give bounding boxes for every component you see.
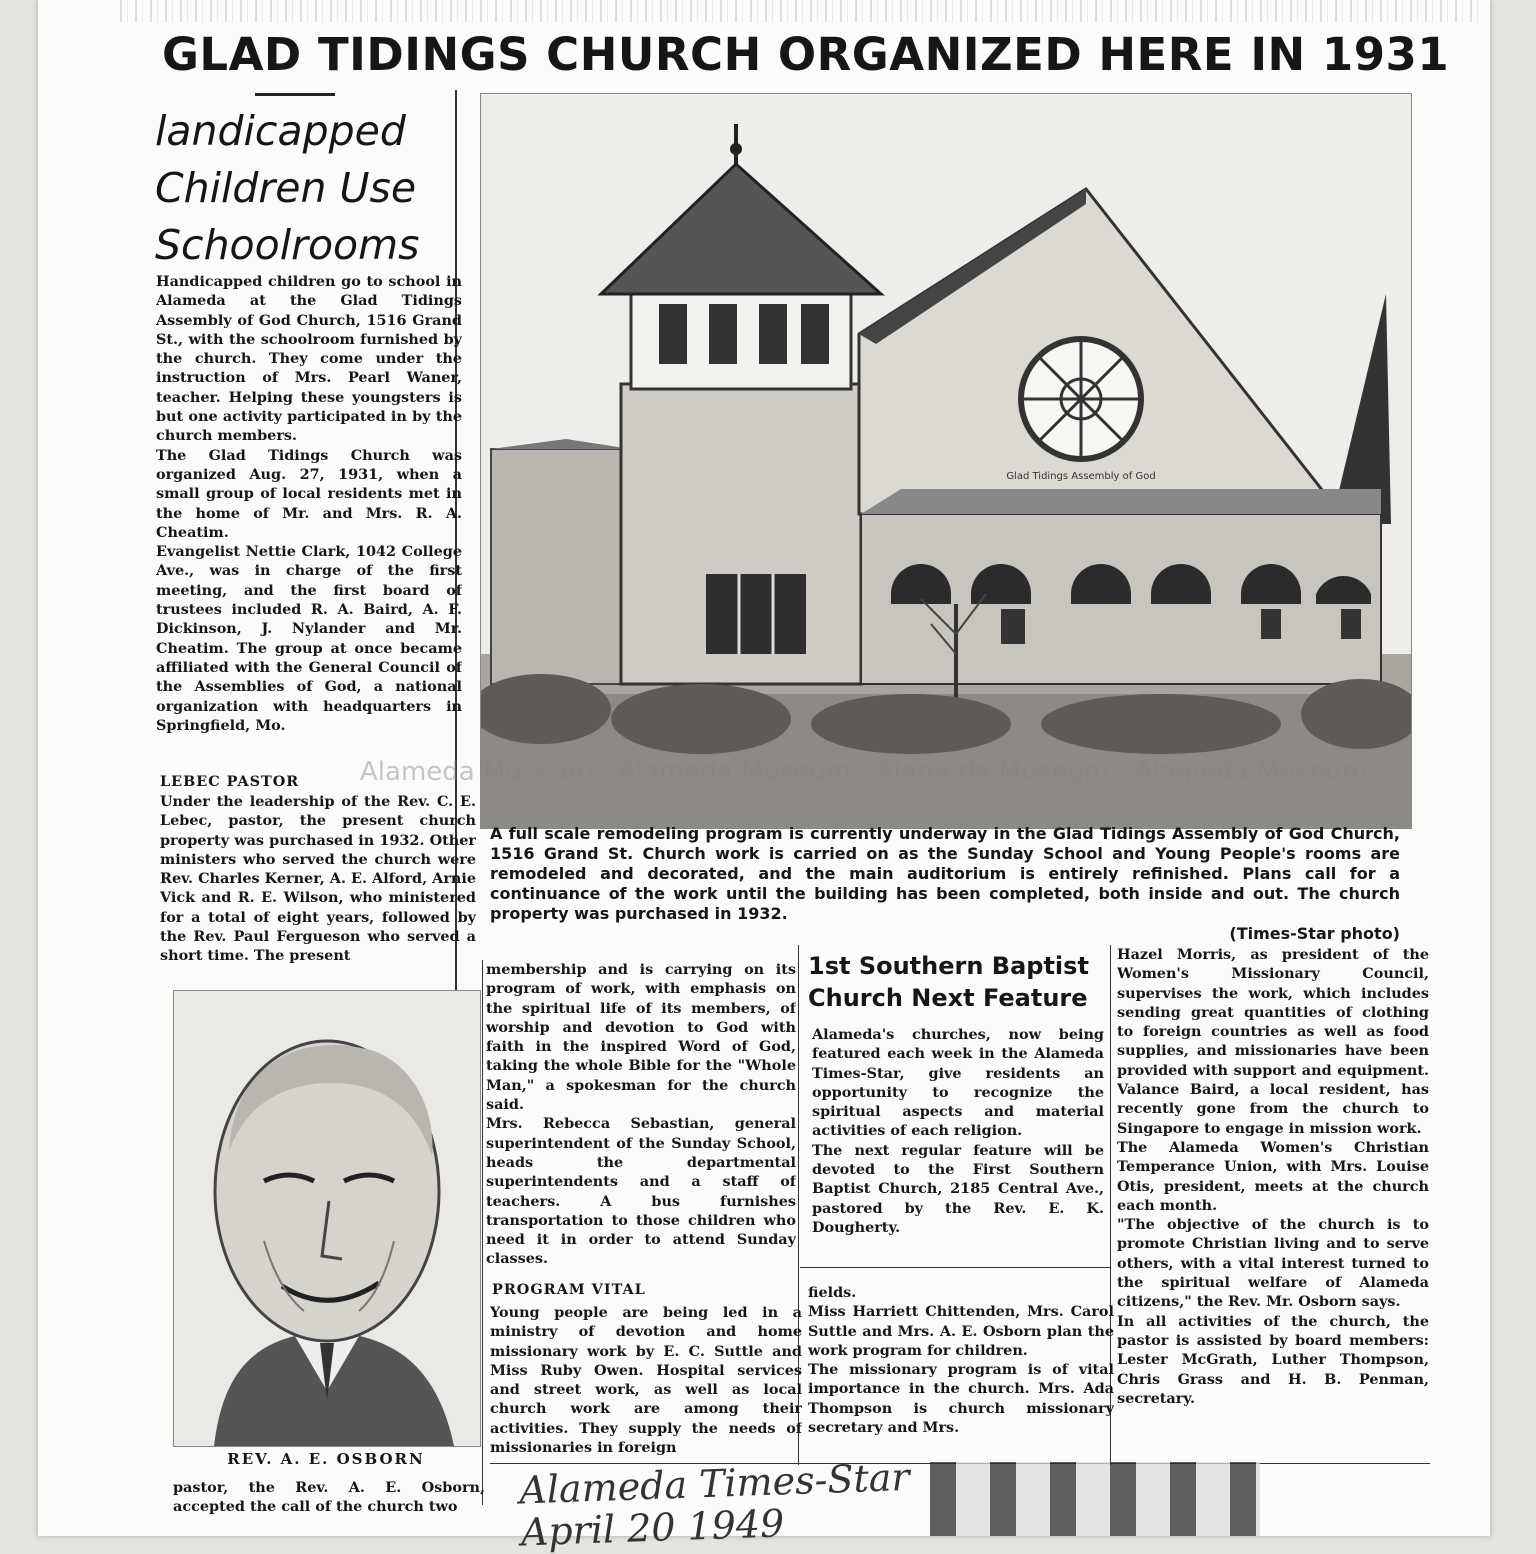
feature-box-headline-line-2: Church Next Feature — [808, 984, 1088, 1012]
museum-watermark: Alameda Museum · Alameda Museum · Alameda Museum · Alameda Museum — [360, 757, 1368, 787]
church-sign-text: Glad Tidings Assembly of God — [1006, 471, 1156, 482]
sidebar-headline-line-3: Schoolrooms — [155, 221, 420, 269]
sidebar-headline-line-2: Children Use — [155, 164, 417, 212]
sidebar-headline-line-1: landicapped — [155, 107, 406, 155]
headline-rule — [255, 93, 335, 96]
middle-column-body: membership and is carrying on its program of work, with emphasis on the spiritual life of its members, of worship and devotion to God with faith in the inspired Word of God, taking the whole Bible for the "Whole Man," a spokesman for the church said. Mrs. Rebecca Sebastian, general superintendent of the Sunday School, heads the departmental superintendents and a staff of teachers. A bus furnishes transportation to those children who need it in order to attend Sunday classes. — [486, 961, 796, 1268]
church-illustration — [481, 94, 1411, 828]
photo-caption-text: A full scale remodeling program is currently underway in the Glad Tidings Assembly of God Church, 1516 Grand St. Church work is carried on as the Sunday School and Young People's rooms are remodeled and decorated, and the main auditorium is entirely refinished. Plans call for a continuance of the work until the building has been completed, both inside and out. The church property was purchased in 1932. — [490, 824, 1400, 923]
column-rule-2 — [482, 960, 483, 1505]
photo-caption — [490, 824, 1400, 944]
feature-box-headline — [808, 950, 1108, 1014]
middle-column-body-continued: Young people are being led in a ministry of devotion and home missionary work by E. C. Suttle and Miss Ruby Owen. Hospital services and street work, as well as local church work are among their activities. They supply the needs of missionaries in foreign — [490, 1304, 802, 1457]
cropped-photo-strip — [930, 1462, 1260, 1536]
sidebar-body: Handicapped children go to school in Alameda at the Glad Tidings Assembly of God Church, 1516 Grand St., with the schoolroom furnished by the church. They come under the instruction of Mrs. Pearl Waner, teacher. Helping these youngsters is but one activity participated in by the church members. The Glad Tidings Church was organized Aug. 27, 1931, when a small group of local residents met in the home of Mr. and Mrs. R. A. Cheatim. Evangelist Nettie Clark, 1042 College Ave., was in charge of the first meeting, and the first board of trustees included R. A. Baird, A. F. Dickinson, J. Nylander and Mr. Cheatim. The group at once became affiliated with the General Council of the Assemblies of God, a national organization with headquarters in Springfield, Mo. — [156, 273, 462, 734]
photo-credit: (Times-Star photo) — [1229, 924, 1400, 943]
sidebar-body-end: pastor, the Rev. A. E. Osborn, accepted the call of the church two — [173, 1479, 485, 1516]
portrait-illustration — [174, 991, 480, 1446]
portrait-caption: REV. A. E. OSBORN — [227, 1450, 425, 1468]
feature-box-bottom-rule — [800, 1267, 1110, 1268]
handwritten-note — [519, 1455, 952, 1554]
subhead-program-vital: PROGRAM VITAL — [492, 1281, 646, 1298]
handwritten-line-2: April 20 1949 — [520, 1501, 785, 1554]
church-photo — [480, 93, 1412, 829]
right-column-body: Hazel Morris, as president of the Women's Missionary Council, supervises the work, which includes sending great quantities of clothing to foreign countries as well as food supplies, and missionaries have been provided with support and equipment. Valance Baird, a local resident, has recently gone from the church to Singapore to engage in mission work. The Alameda Women's Christian Temperance Union, with Mrs. Louise Otis, president, meets at the church each month. "The objective of the church is to promote Christian living and to serve others, with a vital interest turned to the spiritual welfare of Alameda citizens," the Rev. Mr. Osborn says. In all activities of the church, the pastor is assisted by board members: Lester McGrath, Luther Thompson, Chris Grass and H. B. Penman, secretary. — [1117, 946, 1429, 1407]
subhead-lebec-pastor: LEBEC PASTOR — [160, 773, 300, 790]
handwritten-line-1: Alameda Times-Star — [518, 1454, 911, 1513]
fields-column-body: fields. Miss Harriett Chittenden, Mrs. Carol Suttle and Mrs. A. E. Osborn plan the work program for children. The missionary program is of vital importance in the church. Mrs. Ada Thompson is church missionary secretary and Mrs. — [808, 1284, 1114, 1437]
sidebar-headline — [155, 103, 445, 274]
page-headline: GLAD TIDINGS CHURCH ORGANIZED HERE IN 1931 — [162, 28, 1450, 81]
feature-box-body: Alameda's churches, now being featured each week in the Alameda Times-Star, give residents an opportunity to recognize the spiritual aspects and material activities of each religion. The next regular feature will be devoted to the First Southern Baptist Church, 2185 Central Ave., pastored by the Rev. E. K. Dougherty. — [812, 1026, 1104, 1236]
sidebar-body-continued: Under the leadership of the Rev. C. E. Lebec, pastor, the present church property was purchased in 1932. Other ministers who served the church were Rev. Charles Kerner, A. E. Alford, Arnie Vick and R. E. Wilson, who ministered for a total of eight years, followed by the Rev. Paul Fergueson who served a short time. The present — [160, 793, 476, 965]
feature-box-headline-line-1: 1st Southern Baptist — [808, 952, 1089, 980]
portrait-photo — [173, 990, 481, 1447]
print-noise — [120, 0, 1480, 22]
